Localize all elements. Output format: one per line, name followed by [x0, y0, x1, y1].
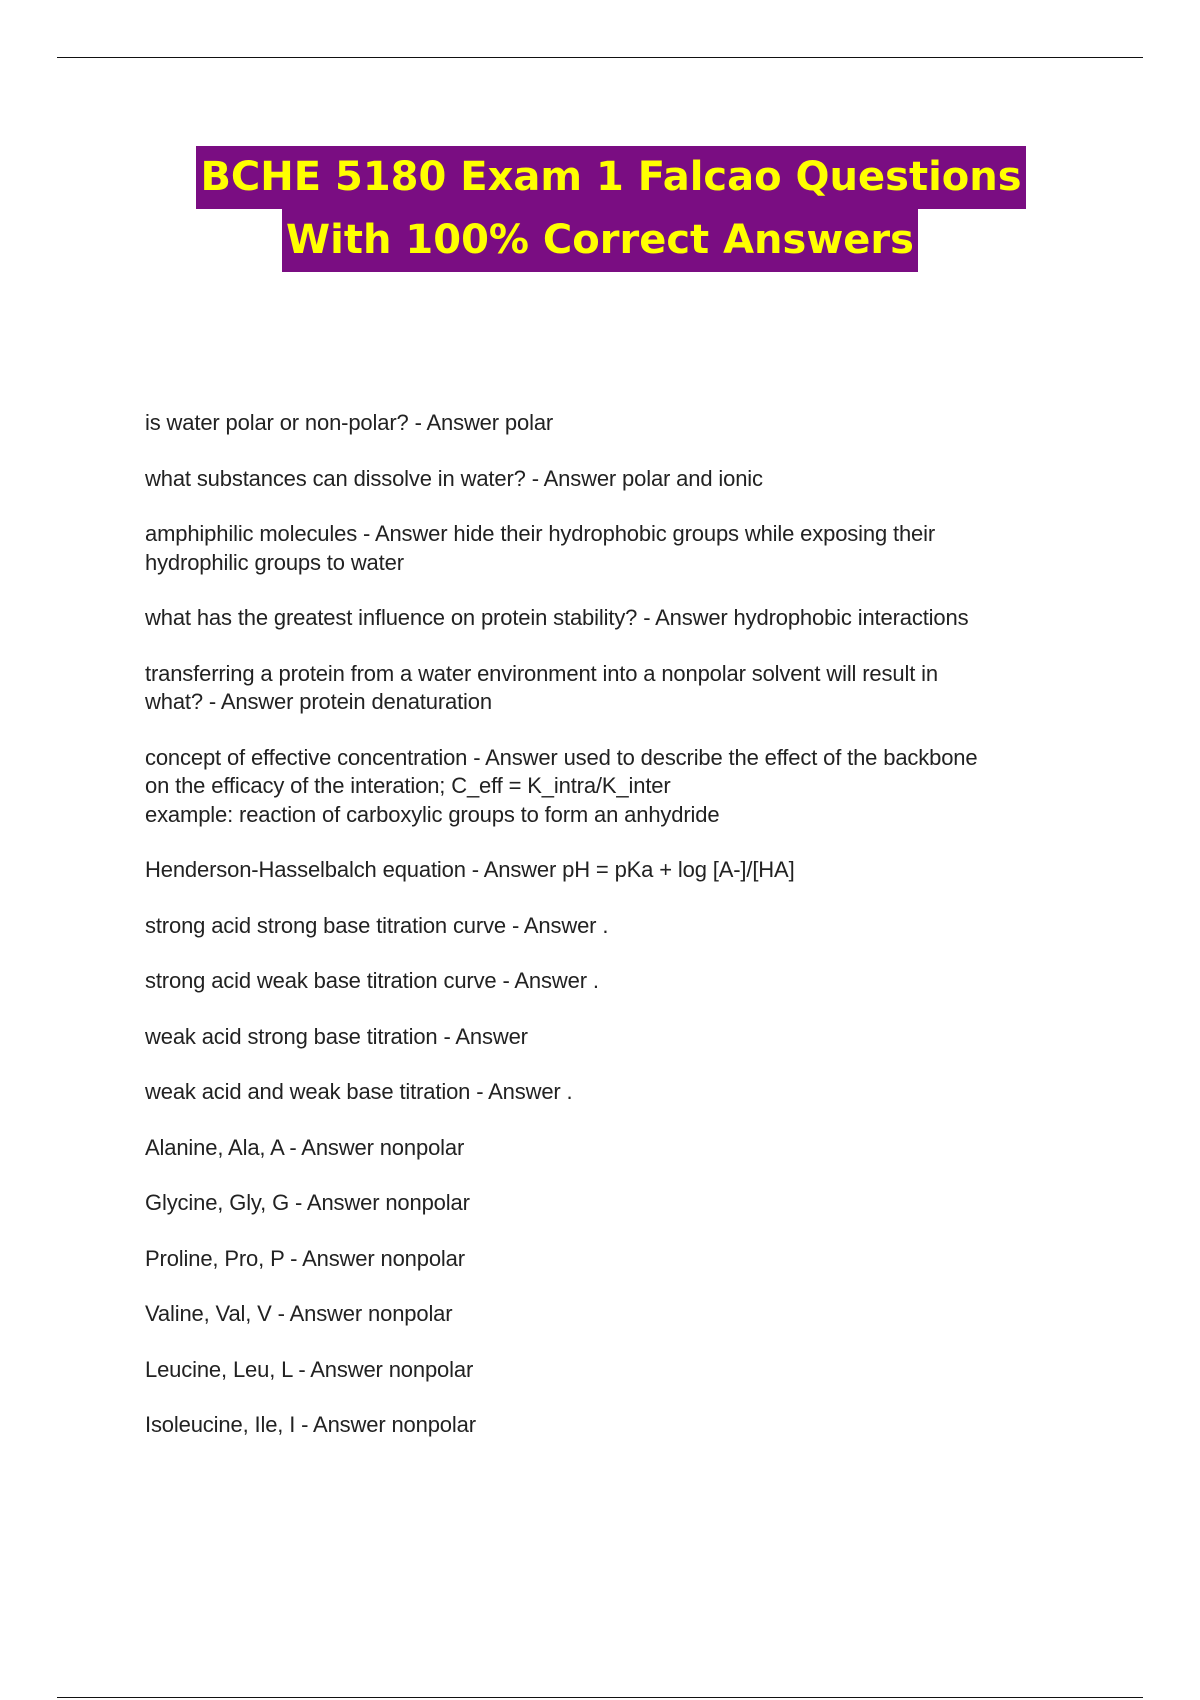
qa-item: Henderson-Hasselbalch equation - Answer pH = pKa + log [A-]/[HA]: [145, 857, 795, 882]
qa-item: strong acid weak base titration curve - Answer .: [145, 968, 599, 993]
qa-item: concept of effective concentration - Answer used to describe the effect of the backbone on the efficacy of the interation; C_eff = K_intra/K_inter example: reaction of carboxylic groups to form an anhydride: [145, 744, 978, 827]
qa-item: transferring a protein from a water environment into a nonpolar solvent will result in what? - Answer protein denaturation: [145, 660, 938, 714]
qa-item: what has the greatest influence on protein stability? - Answer hydrophobic interactions: [145, 605, 969, 630]
document-title: [0, 146, 1200, 272]
qa-item: Isoleucine, Ile, I - Answer nonpolar: [145, 1412, 476, 1437]
bottom-divider: [57, 1697, 1143, 1698]
question-answer-list: [145, 409, 1095, 1467]
title-line-1: BCHE 5180 Exam 1 Falcao Questions: [196, 146, 1025, 209]
qa-item: weak acid strong base titration - Answer: [145, 1023, 528, 1049]
qa-item: weak acid and weak base titration - Answer .: [145, 1079, 573, 1104]
qa-item: Leucine, Leu, L - Answer nonpolar: [145, 1356, 474, 1382]
top-divider: [57, 57, 1143, 58]
qa-item: amphiphilic molecules - Answer hide their hydrophobic groups while exposing their hydrophilic groups to water: [145, 521, 936, 575]
qa-item: strong acid strong base titration curve - Answer .: [145, 912, 609, 938]
qa-item: what substances can dissolve in water? - Answer polar and ionic: [145, 465, 763, 491]
qa-item: is water polar or non-polar? - Answer polar: [145, 410, 554, 435]
title-line-2: With 100% Correct Answers: [282, 209, 918, 272]
qa-item: Alanine, Ala, A - Answer nonpolar: [145, 1134, 465, 1160]
qa-item: Proline, Pro, P - Answer nonpolar: [145, 1245, 465, 1271]
qa-item: Valine, Val, V - Answer nonpolar: [145, 1301, 453, 1326]
qa-item: Glycine, Gly, G - Answer nonpolar: [145, 1190, 470, 1215]
